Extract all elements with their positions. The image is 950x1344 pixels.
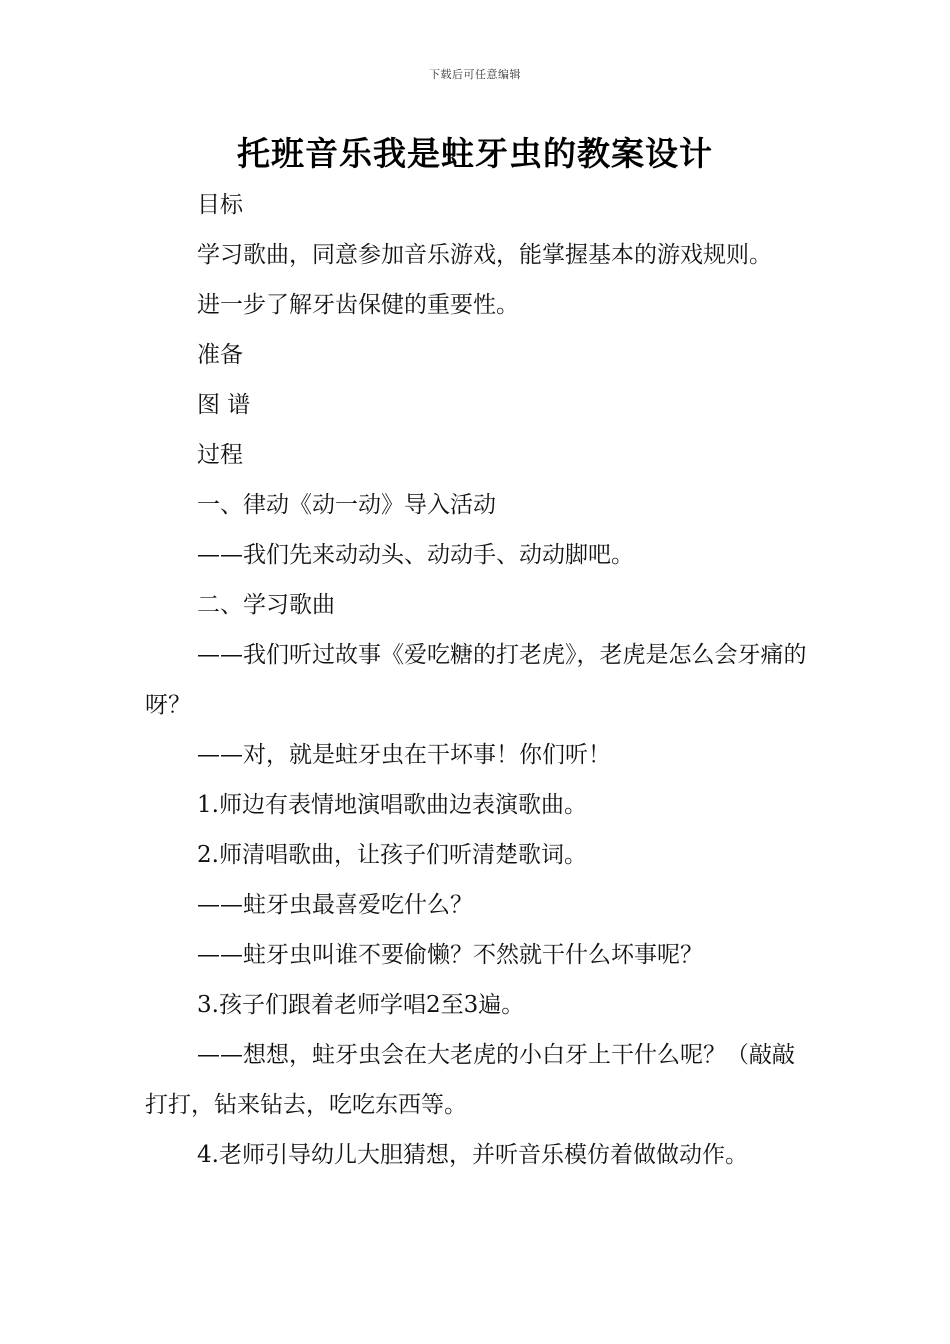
paragraph-process-heading: 过程 (197, 442, 243, 468)
paragraph-prep-item: 图 谱 (197, 392, 251, 418)
paragraph-step-two-answer: ——对，就是蛀牙虫在干坏事！你们听！ (197, 742, 611, 768)
paragraph-question-food: ——蛀牙虫最喜爱吃什么？ (197, 892, 473, 918)
paragraph-question-lazy: ——蛀牙虫叫谁不要偷懒？不然就干什么坏事呢？ (197, 942, 703, 968)
paragraph-goal-2: 进一步了解牙齿保健的重要性。 (197, 292, 519, 318)
paragraph-item-3: 3.孩子们跟着老师学唱2至3遍。 (197, 992, 525, 1018)
paragraph-item-4: 4.老师引导幼儿大胆猜想，并听音乐模仿着做做动作。 (197, 1142, 748, 1168)
paragraph-item-2: 2.师清唱歌曲，让孩子们听清楚歌词。 (197, 842, 587, 868)
header-note: 下载后可任意编辑 (429, 68, 521, 81)
paragraph-item-1: 1.师边有表情地演唱歌曲边表演歌曲。 (197, 792, 587, 818)
paragraph-step-one-heading: 一、律动《动一动》导入活动 (197, 492, 496, 518)
paragraph-goal-heading: 目标 (197, 192, 243, 218)
document-title: 托班音乐我是蛀牙虫的教案设计 (237, 134, 713, 173)
paragraph-prep-heading: 准备 (197, 342, 243, 368)
paragraph-step-two-heading: 二、学习歌曲 (197, 592, 335, 618)
paragraph-goal-1: 学习歌曲，同意参加音乐游戏，能掌握基本的游戏规则。 (197, 242, 772, 268)
paragraph-step-two-question: ——我们听过故事《爱吃糖的打老虎》，老虎是怎么会牙痛的呀？ (145, 642, 807, 718)
paragraph-step-one-text: ——我们先来动动头、动动手、动动脚吧。 (197, 542, 634, 568)
paragraph-question-tooth: ——想想，蛀牙虫会在大老虎的小白牙上干什么呢？（敲敲打打，钻来钻去，吃吃东西等。 (145, 1042, 795, 1118)
document-body (145, 180, 810, 1180)
